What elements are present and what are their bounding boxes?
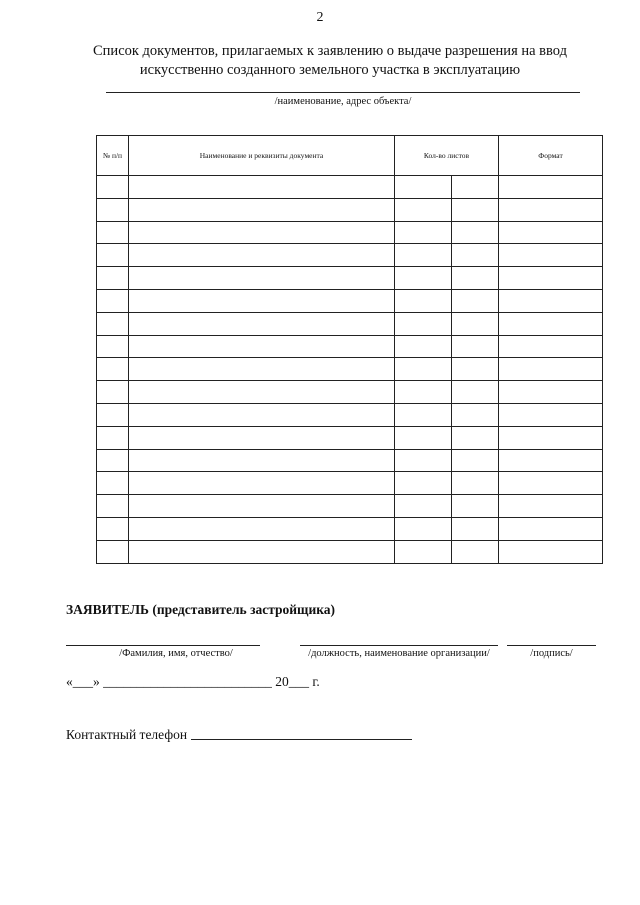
cell-sheets-original[interactable]: [395, 335, 452, 358]
cell-sheets-copy[interactable]: [452, 495, 499, 518]
table-row: [97, 335, 603, 358]
cell-format[interactable]: [499, 540, 603, 563]
cell-format[interactable]: [499, 472, 603, 495]
cell-number[interactable]: [97, 381, 129, 404]
cell-number[interactable]: [97, 449, 129, 472]
cell-format[interactable]: [499, 403, 603, 426]
table-row: [97, 472, 603, 495]
cell-number[interactable]: [97, 472, 129, 495]
cell-document-name[interactable]: [129, 335, 395, 358]
cell-sheets-original[interactable]: [395, 540, 452, 563]
cell-number[interactable]: [97, 540, 129, 563]
position-line[interactable]: [300, 645, 498, 646]
cell-sheets-copy[interactable]: [452, 403, 499, 426]
position-caption: /должность, наименование организации/: [308, 648, 490, 659]
cell-number[interactable]: [97, 289, 129, 312]
cell-number[interactable]: [97, 267, 129, 290]
cell-document-name[interactable]: [129, 426, 395, 449]
table-row: [97, 244, 603, 267]
cell-sheets-original[interactable]: [395, 381, 452, 404]
cell-number[interactable]: [97, 495, 129, 518]
cell-sheets-original[interactable]: [395, 312, 452, 335]
applicant-heading: ЗАЯВИТЕЛЬ (представитель застройщика): [66, 602, 336, 617]
cell-document-name[interactable]: [129, 198, 395, 221]
cell-sheets-original[interactable]: [395, 221, 452, 244]
table-row: [97, 517, 603, 540]
cell-sheets-original[interactable]: [395, 244, 452, 267]
document-title: Список документов, прилагаемых к заявлению о выдаче разрешения на ввод искусственно созданного земельного участка в эксплуатацию: [93, 43, 567, 78]
signature-line[interactable]: [507, 645, 596, 646]
table-header-row: [97, 136, 603, 176]
cell-document-name[interactable]: [129, 289, 395, 312]
cell-sheets-copy[interactable]: [452, 335, 499, 358]
cell-number[interactable]: [97, 517, 129, 540]
cell-number[interactable]: [97, 403, 129, 426]
cell-sheets-original[interactable]: [395, 517, 452, 540]
cell-document-name[interactable]: [129, 472, 395, 495]
cell-document-name[interactable]: [129, 267, 395, 290]
cell-number[interactable]: [97, 221, 129, 244]
fio-line[interactable]: [66, 645, 260, 646]
cell-sheets-original[interactable]: [395, 426, 452, 449]
table-row: [97, 312, 603, 335]
table-row: [97, 449, 603, 472]
cell-format[interactable]: [499, 244, 603, 267]
cell-sheets-copy[interactable]: [452, 381, 499, 404]
cell-document-name[interactable]: [129, 221, 395, 244]
table-row: [97, 267, 603, 290]
cell-format[interactable]: [499, 312, 603, 335]
table-row: [97, 426, 603, 449]
header-document-name: Наименование и реквизиты документа: [129, 136, 395, 176]
documents-table: [96, 135, 603, 564]
cell-document-name[interactable]: [129, 358, 395, 381]
cell-sheets-copy[interactable]: [452, 472, 499, 495]
table-row: [97, 403, 603, 426]
cell-sheets-original[interactable]: [395, 358, 452, 381]
cell-sheets-copy[interactable]: [452, 176, 499, 199]
cell-sheets-copy[interactable]: [452, 449, 499, 472]
cell-format[interactable]: [499, 358, 603, 381]
cell-document-name[interactable]: [129, 540, 395, 563]
cell-sheets-copy[interactable]: [452, 517, 499, 540]
cell-sheets-copy[interactable]: [452, 198, 499, 221]
table-row: [97, 358, 603, 381]
table-row: [97, 289, 603, 312]
object-name-caption: /наименование, адрес объекта/: [274, 96, 412, 107]
cell-number[interactable]: [97, 358, 129, 381]
cell-number[interactable]: [97, 335, 129, 358]
cell-sheets-original[interactable]: [395, 289, 452, 312]
cell-document-name[interactable]: [129, 312, 395, 335]
table-row: [97, 495, 603, 518]
cell-sheets-copy[interactable]: [452, 244, 499, 267]
contact-phone-label: Контактный телефон: [66, 727, 188, 742]
cell-format[interactable]: [499, 221, 603, 244]
cell-sheets-copy[interactable]: [452, 358, 499, 381]
cell-sheets-original[interactable]: [395, 472, 452, 495]
cell-sheets-copy[interactable]: [452, 221, 499, 244]
table-row: [97, 198, 603, 221]
cell-number[interactable]: [97, 426, 129, 449]
cell-sheets-copy[interactable]: [452, 426, 499, 449]
object-name-line: [106, 92, 580, 93]
cell-document-name[interactable]: [129, 495, 395, 518]
cell-sheets-copy[interactable]: [452, 540, 499, 563]
date-line[interactable]: «___» _________________________ 20___ г.: [66, 674, 320, 689]
contact-phone-line[interactable]: [191, 739, 412, 740]
fio-caption: /Фамилия, имя, отчество/: [119, 648, 233, 659]
cell-sheets-copy[interactable]: [452, 312, 499, 335]
cell-format[interactable]: [499, 198, 603, 221]
page-number: 2: [316, 10, 324, 25]
cell-sheets-original[interactable]: [395, 176, 452, 199]
cell-sheets-original[interactable]: [395, 403, 452, 426]
cell-sheets-original[interactable]: [395, 198, 452, 221]
cell-format[interactable]: [499, 449, 603, 472]
signature-caption: /подпись/: [530, 648, 573, 659]
table-row: [97, 381, 603, 404]
cell-number[interactable]: [97, 312, 129, 335]
cell-sheets-copy[interactable]: [452, 289, 499, 312]
cell-document-name[interactable]: [129, 244, 395, 267]
cell-format[interactable]: [499, 495, 603, 518]
cell-sheets-copy[interactable]: [452, 267, 499, 290]
cell-format[interactable]: [499, 517, 603, 540]
table-row: [97, 176, 603, 199]
cell-sheets-original[interactable]: [395, 267, 452, 290]
cell-format[interactable]: [499, 267, 603, 290]
cell-sheets-original[interactable]: [395, 495, 452, 518]
table-row: [97, 221, 603, 244]
cell-document-name[interactable]: [129, 517, 395, 540]
cell-format[interactable]: [499, 176, 603, 199]
cell-document-name[interactable]: [129, 449, 395, 472]
cell-document-name[interactable]: [129, 403, 395, 426]
header-number: № п/п: [97, 136, 129, 176]
header-format: Формат: [499, 136, 603, 176]
cell-format[interactable]: [499, 335, 603, 358]
cell-document-name[interactable]: [129, 176, 395, 199]
table-row: [97, 540, 603, 563]
cell-number[interactable]: [97, 244, 129, 267]
cell-number[interactable]: [97, 198, 129, 221]
cell-format[interactable]: [499, 289, 603, 312]
cell-format[interactable]: [499, 426, 603, 449]
cell-document-name[interactable]: [129, 381, 395, 404]
header-sheet-count: Кол-во листов: [395, 136, 499, 176]
cell-number[interactable]: [97, 176, 129, 199]
table-body: [97, 176, 603, 564]
cell-sheets-original[interactable]: [395, 449, 452, 472]
cell-format[interactable]: [499, 381, 603, 404]
